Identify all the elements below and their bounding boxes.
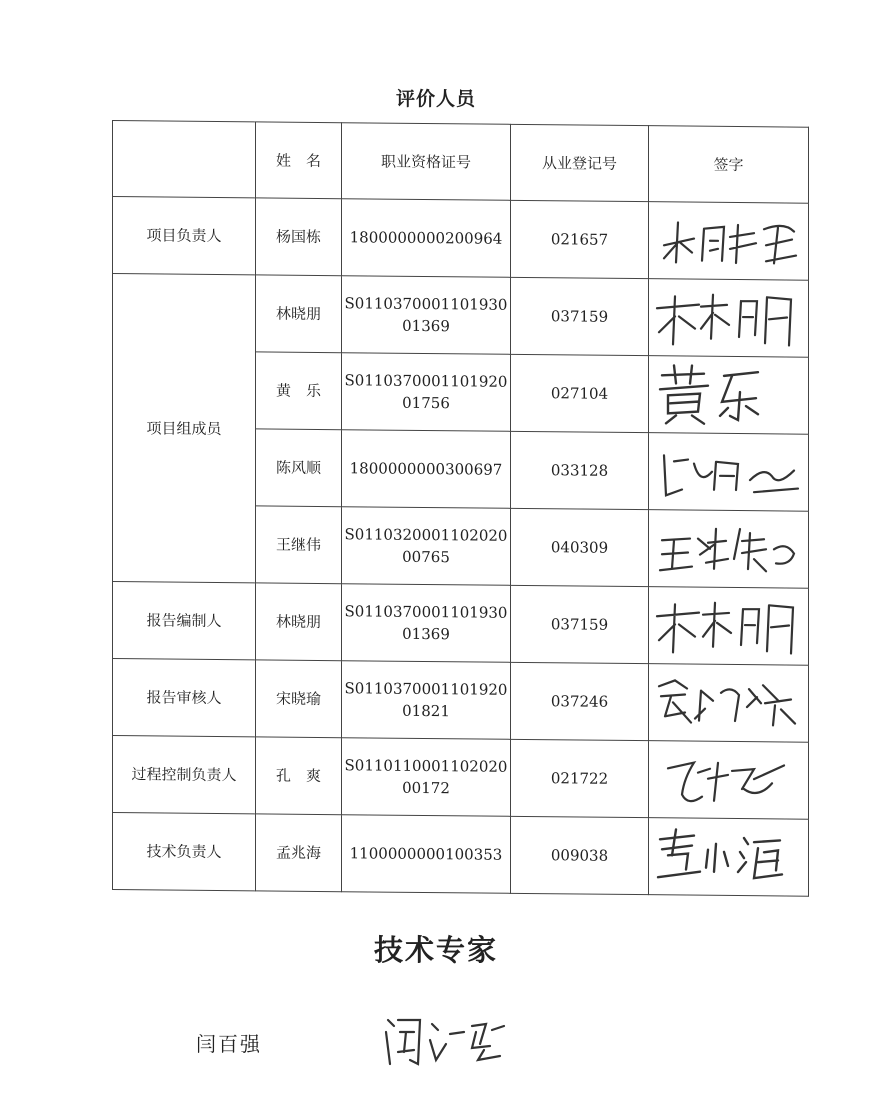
reg-cell: 037246	[511, 662, 649, 740]
reg-cell: 040309	[511, 508, 649, 586]
header-signature: 签字	[649, 126, 809, 204]
signature-cell	[649, 587, 809, 666]
name-cell: 陈风顺	[256, 429, 342, 507]
signature-cell	[649, 510, 809, 589]
table-row	[113, 197, 809, 281]
signature-cell	[649, 356, 809, 435]
role-cell: 过程控制负责人	[113, 736, 256, 814]
signature-cell	[649, 279, 809, 358]
reg-cell: 033128	[511, 431, 649, 509]
table-header-row	[113, 121, 809, 204]
role-cell: 项目组成员	[113, 274, 256, 583]
header-cert: 职业资格证号	[342, 123, 511, 201]
handwritten-signature	[654, 518, 804, 579]
expert-section-title: 技术专家	[373, 933, 498, 967]
cert-cell: 1800000000300697	[342, 430, 511, 509]
table-row	[113, 736, 809, 820]
signature-cell	[649, 741, 809, 820]
name-cell: 王继伟	[256, 506, 342, 584]
table-row	[113, 659, 809, 743]
cert-cell: S0110370001101930 01369	[342, 584, 511, 663]
handwritten-signature	[651, 672, 806, 733]
name-cell: 孟兆海	[256, 814, 342, 892]
name-cell: 黄 乐	[256, 352, 342, 430]
name-cell: 宋晓瑜	[256, 660, 342, 738]
expert-name: 闫百强	[196, 1032, 262, 1056]
staff-table	[112, 120, 809, 897]
handwritten-signature	[654, 361, 804, 428]
cert-cell: S0110320001102020 00765	[342, 507, 511, 586]
handwritten-signature	[380, 1010, 530, 1070]
signature-cell	[649, 433, 809, 512]
table-row	[113, 274, 809, 358]
reg-cell: 021722	[511, 739, 649, 817]
cert-cell: S0110370001101920 01821	[342, 661, 511, 740]
table-row	[113, 813, 809, 897]
role-cell: 项目负责人	[113, 197, 256, 275]
name-cell: 林晓朋	[256, 275, 342, 353]
page-title: 评价人员	[395, 88, 476, 110]
cert-cell: S0110370001101930 01369	[342, 276, 511, 355]
signature-cell	[649, 202, 809, 281]
cert-cell: 1100000000100353	[342, 815, 511, 894]
role-cell: 报告审核人	[113, 659, 256, 737]
header-role	[113, 121, 256, 198]
handwritten-signature	[654, 748, 804, 811]
name-cell: 孔 爽	[256, 737, 342, 815]
handwritten-signature	[654, 825, 804, 888]
header-reg: 从业登记号	[511, 124, 649, 201]
cert-cell: S0110370001101920 01756	[342, 353, 511, 432]
handwritten-signature	[651, 594, 806, 657]
table-row	[113, 582, 809, 666]
handwritten-signature	[651, 286, 806, 349]
header-name: 姓 名	[256, 122, 342, 199]
cert-cell: 1800000000200964	[342, 199, 511, 278]
handwritten-signature	[654, 441, 804, 502]
reg-cell: 037159	[511, 277, 649, 355]
handwritten-signature	[654, 210, 804, 271]
signature-cell	[649, 818, 809, 897]
cert-cell: S0110110001102020 00172	[342, 738, 511, 817]
name-cell: 杨国栋	[256, 198, 342, 276]
reg-cell: 037159	[511, 585, 649, 663]
reg-cell: 027104	[511, 354, 649, 432]
name-cell: 林晓朋	[256, 583, 342, 661]
reg-cell: 021657	[511, 200, 649, 278]
role-cell: 报告编制人	[113, 582, 256, 660]
reg-cell: 009038	[511, 816, 649, 894]
role-cell: 技术负责人	[113, 813, 256, 891]
signature-cell	[649, 664, 809, 743]
